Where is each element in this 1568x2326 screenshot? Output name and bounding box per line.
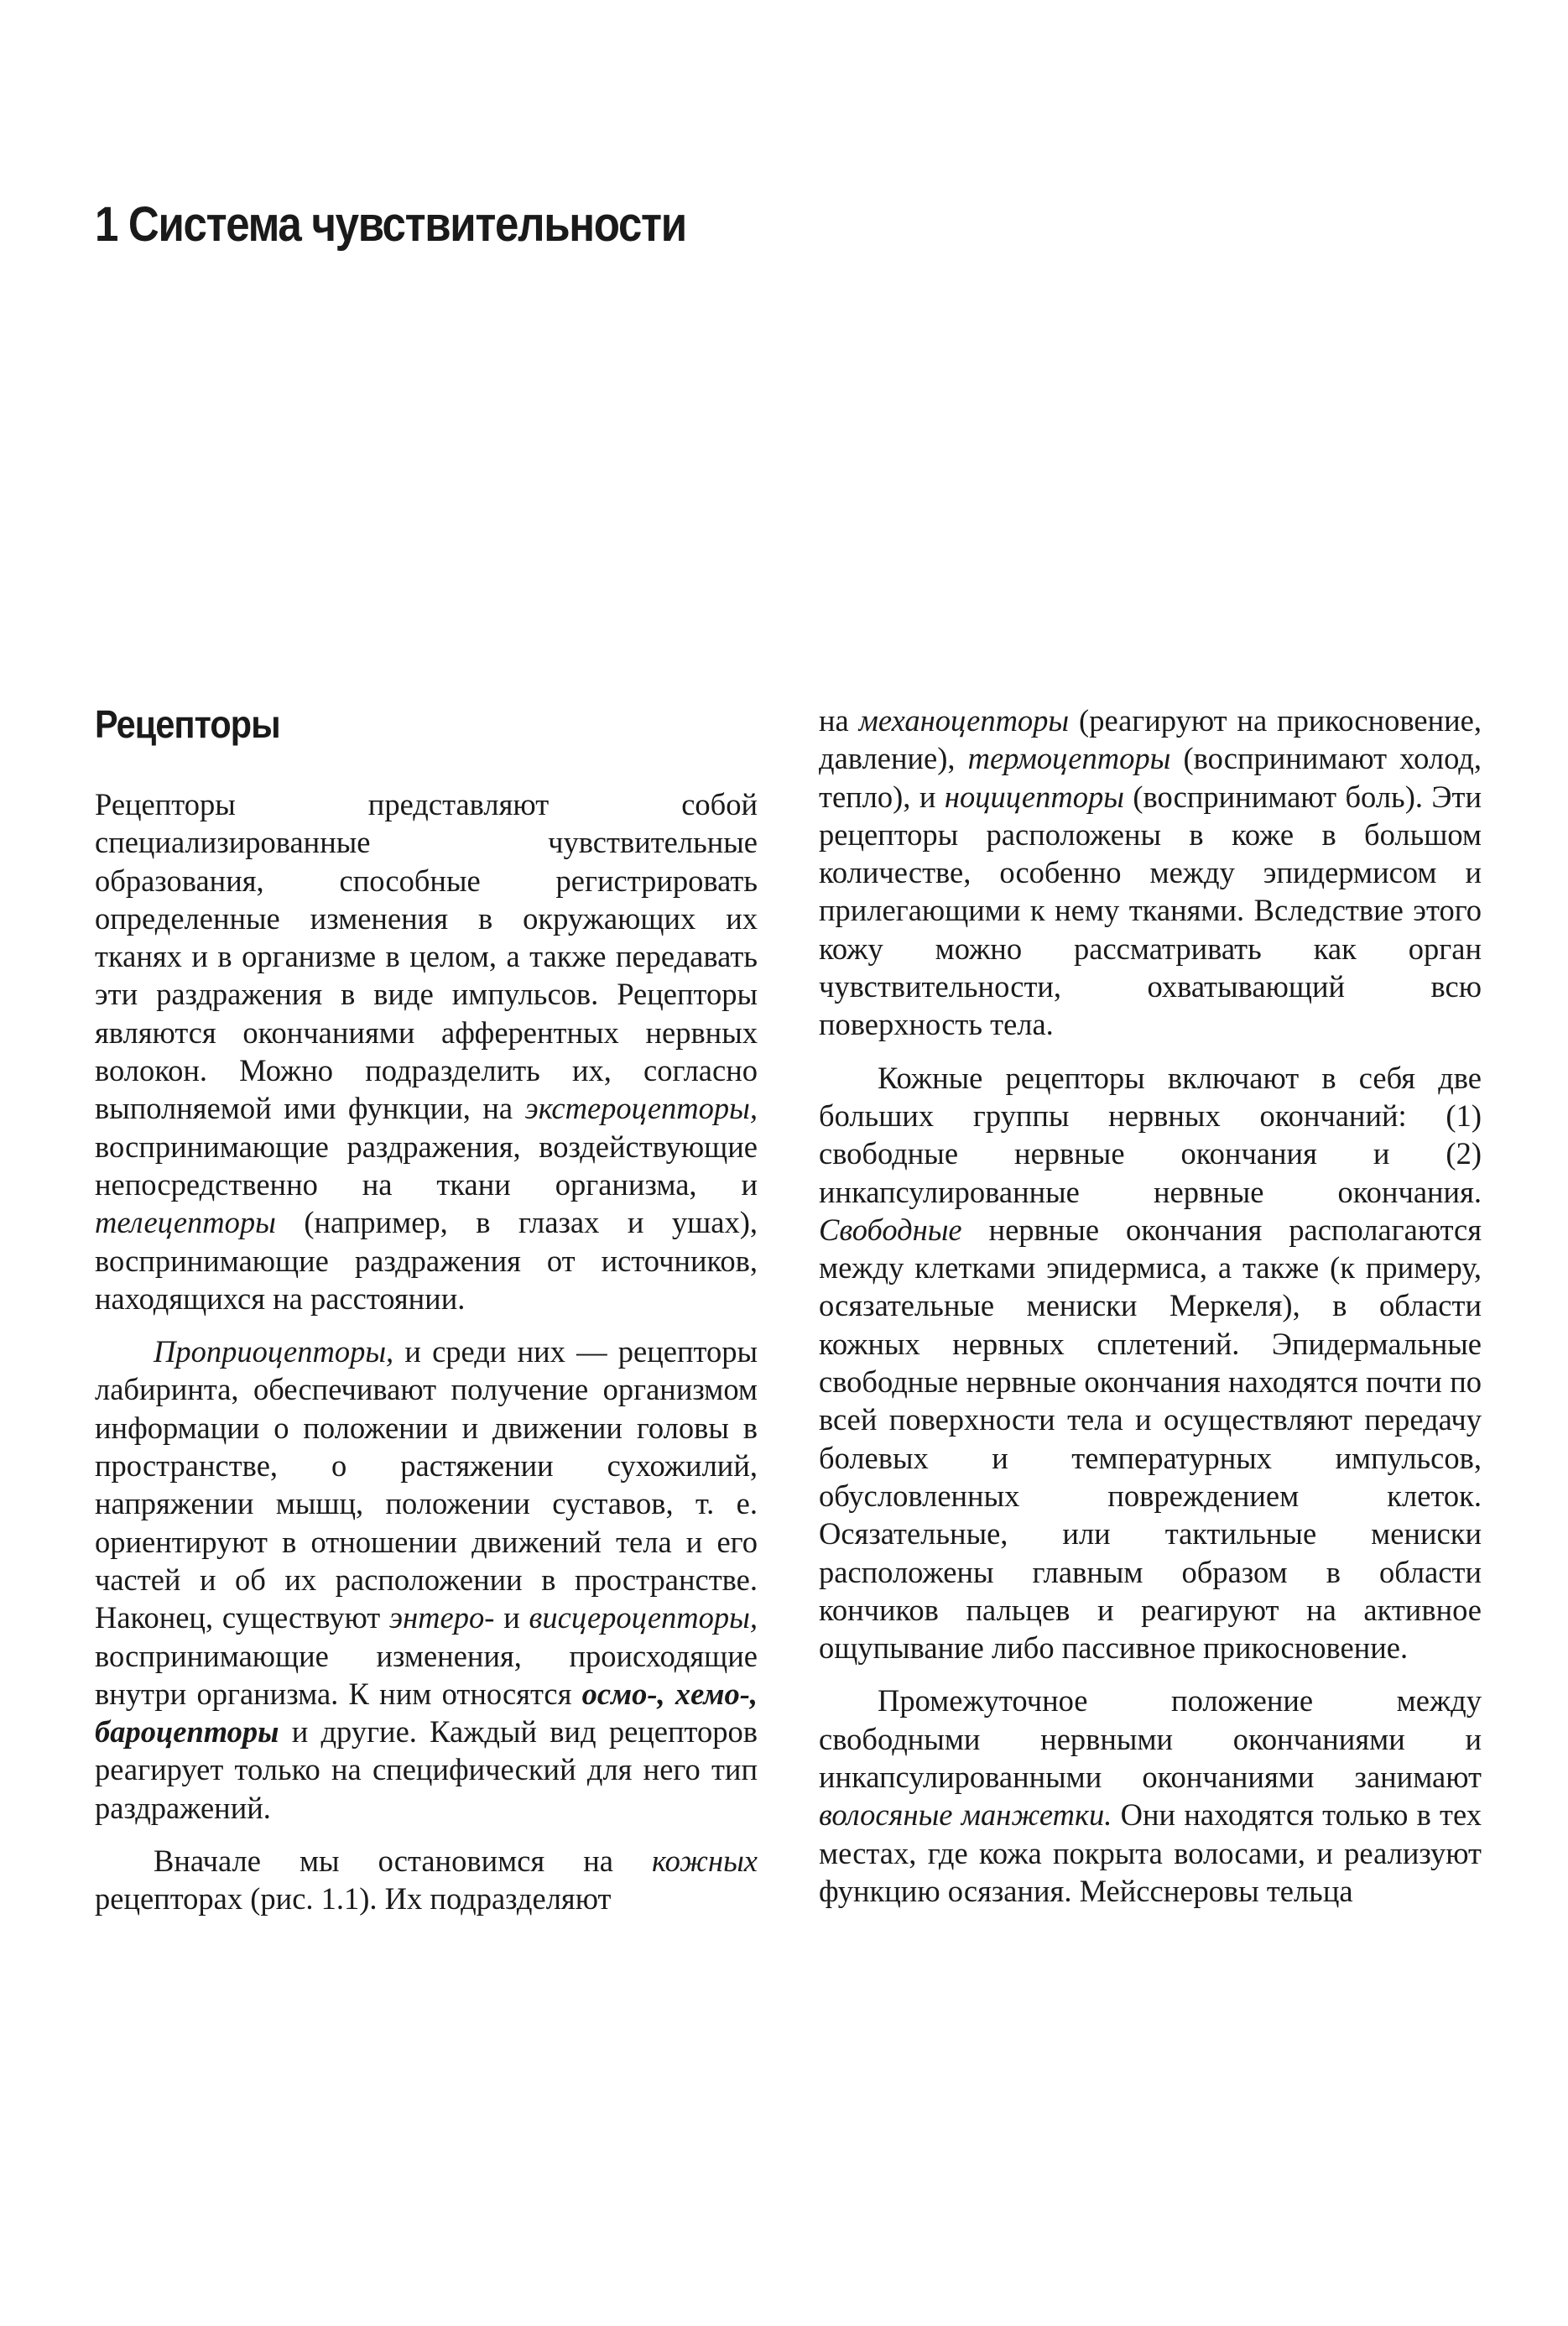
text-run: воспринимающие изменения, происходящие внутри организма. К ним относятся bbox=[95, 1638, 758, 1711]
text-run: (воспринимают боль). Эти рецепторы расположены в коже в большом количестве, особенно между эпидермисом и прилегающими к нему тканями. Вследствие этого кожу можно рассматривать как орган чувствительности, охватывающий всю поверхность тела. bbox=[819, 779, 1482, 1042]
text-run: на bbox=[819, 703, 859, 738]
text-run: (реагируют на прикосновение, давление), bbox=[819, 703, 1482, 776]
term-free: Свободные bbox=[819, 1212, 962, 1247]
text-run: (воспринимают холод, тепло), и bbox=[819, 741, 1482, 814]
paragraph-hair-cuffs bbox=[819, 1682, 1482, 1910]
term-skin: кожных bbox=[651, 1844, 758, 1879]
term-visceroceptors: висцероцепторы, bbox=[529, 1600, 758, 1635]
paragraph-skin-receptors-start bbox=[95, 1842, 758, 1918]
text-run: и другие. Каждый вид рецепторов реагирует только на специфический для него тип раздражений. bbox=[95, 1714, 758, 1825]
text-run: Рецепторы представляют собой специализированные чувствительные образования, способные регистрировать определенные изменения в окружающих их тканях и в организме в целом, а также передавать эти раздражения в виде импульсов. Рецепторы являются окончаниями афферентных нервных волокон. Можно подразделить их, согласно выполняемой ими функции, на bbox=[95, 787, 758, 1126]
text-run: Они находятся только в тех местах, где кожа покрыта волосами, и реализуют функцию осязания. Мейсснеровы тельца bbox=[819, 1797, 1482, 1908]
term-hair-cuffs: волосяные манжетки. bbox=[819, 1797, 1112, 1833]
text-run: и среди них — рецепторы лабиринта, обеспечивают получение организмом информации о положении и движении головы в пространстве, о растяжении сухожилий, напряжении мышц, положении суставов, т. е. ориентируют в отношении движений тела и его частей и об их расположении в пространстве. Наконец, существуют bbox=[95, 1334, 758, 1635]
text-run: и bbox=[494, 1600, 529, 1635]
text-run: Вначале мы остановимся на bbox=[154, 1844, 652, 1879]
term-thermoceptors: термоцепторы bbox=[967, 741, 1171, 776]
paragraph-proprioceptors bbox=[95, 1332, 758, 1827]
paragraph-receptors-intro bbox=[95, 785, 758, 1317]
paragraph-receptor-types bbox=[819, 701, 1482, 1044]
term-proprioceptors: Проприоцепторы, bbox=[154, 1334, 394, 1369]
paragraph-nerve-endings bbox=[819, 1059, 1482, 1667]
text-run: Промежуточное положение между свободными нервными окончаниями и инкапсулированными окончаниями занимают bbox=[819, 1683, 1482, 1795]
chapter-title: 1 Система чувствительности bbox=[95, 197, 686, 252]
text-run: (например, в глазах и ушах), воспринимающие раздражения от источников, находящихся на расстоянии. bbox=[95, 1205, 758, 1316]
term-osmo-chemo-baroceptors: осмо-, хемо-, бароцепторы bbox=[95, 1676, 758, 1750]
term-mechanoceptors: механоцепторы bbox=[858, 703, 1070, 738]
text-run: рецепторах (рис. 1.1). Их подразделяют bbox=[95, 1881, 612, 1917]
term-teleceptors: телецепторы bbox=[95, 1205, 276, 1240]
left-column bbox=[95, 785, 758, 1918]
right-column bbox=[819, 701, 1482, 1910]
term-entero: энтеро- bbox=[388, 1600, 495, 1635]
text-run: воспринимающие раздражения, воздействующие непосредственно на ткани организма, и bbox=[95, 1129, 758, 1202]
term-exteroceptors: экстероцепторы, bbox=[524, 1091, 758, 1126]
text-run: нервные окончания располагаются между клетками эпидермиса, а также (к примеру, осязательные мениски Меркеля), в области кожных нервных сплетений. Эпидермальные свободные нервные окончания находятся почти по всей поверхности тела и осуществляют передачу болевых и температурных импульсов, обусловленных повреждением клеток. Осязательные, или тактильные мениски расположены главным образом в области кончиков пальцев и реагируют на активное ощупывание либо пассивное прикосновение. bbox=[819, 1212, 1482, 1666]
text-run: Кожные рецепторы включают в себя две больших группы нервных окончаний: (1) свободные нервные окончания и (2) инкапсулированные нервные окончания. bbox=[819, 1060, 1482, 1209]
section-title: Рецепторы bbox=[95, 702, 280, 746]
term-nociceptors: ноцицепторы bbox=[944, 779, 1124, 814]
